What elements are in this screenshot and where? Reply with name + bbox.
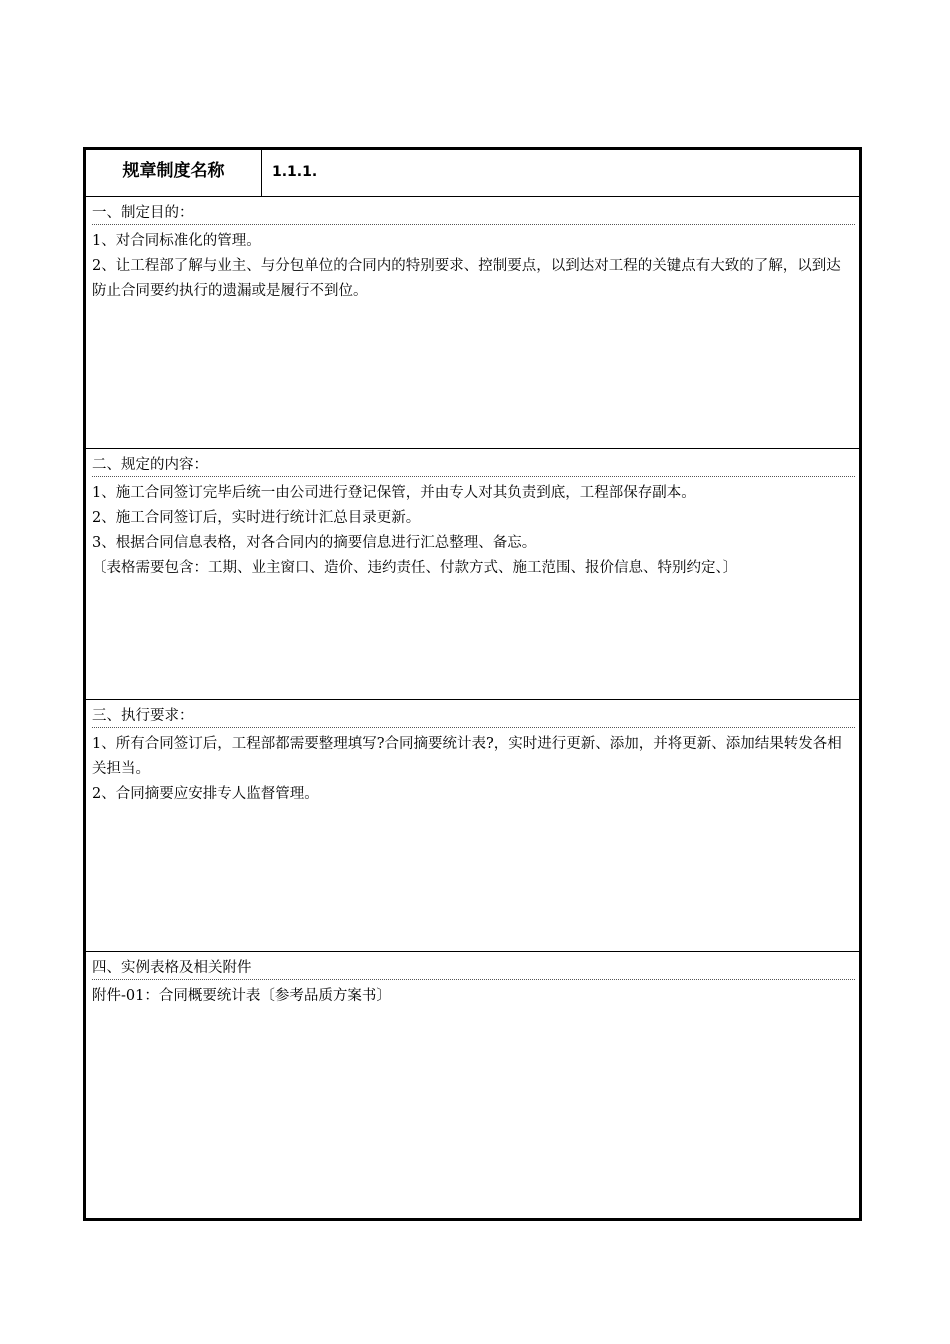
section-body [92,229,855,304]
section-line: 2、施工合同签订后，实时进行统计汇总目录更新。 [92,510,421,526]
section-line: 1、所有合同签订后，工程部都需要整理填写?合同摘要统计表?，实时进行更新、添加，并将更新、添加结果转发各相关担当。 [92,736,842,777]
section-body [92,732,855,807]
section-line: 3、根据合同信息表格，对各合同内的摘要信息进行汇总整理、备忘。 [92,535,537,551]
regulation-name-value: 1.1.1. [272,164,318,180]
section-line: 1、施工合同签订完毕后统一由公司进行登记保管，并由专人对其负责到底，工程部保存副本。 [92,485,696,501]
regulation-name-label: 规章制度名称 [86,150,262,196]
section-title: 一、制定目的： [92,204,855,225]
section-line: 附件-01：合同概要统计表〔参考品质方案书〕 [92,988,391,1004]
section-title: 四、实例表格及相关附件 [92,959,855,980]
section-body [92,481,855,581]
section-line: 〔表格需要包含：工期、业主窗口、造价、违约责任、付款方式、施工范围、报价信息、特别约定、〕 [92,560,738,576]
section-title: 三、执行要求： [92,707,855,728]
section-purpose [86,197,859,449]
section-line: 2、合同摘要应安排专人监督管理。 [92,786,319,802]
section-content [86,449,859,700]
section-title: 二、规定的内容： [92,456,855,477]
section-attachments [86,952,859,1218]
section-requirements [86,700,859,952]
section-line: 1、对合同标准化的管理。 [92,233,261,249]
form-header [86,150,859,197]
section-line: 2、让工程部了解与业主、与分包单位的合同内的特别要求、控制要点，以到达对工程的关键点有大致的了解，以到达防止合同要约执行的遗漏或是履行不到位。 [92,258,841,299]
section-body [92,984,855,1009]
regulation-form [83,147,862,1221]
